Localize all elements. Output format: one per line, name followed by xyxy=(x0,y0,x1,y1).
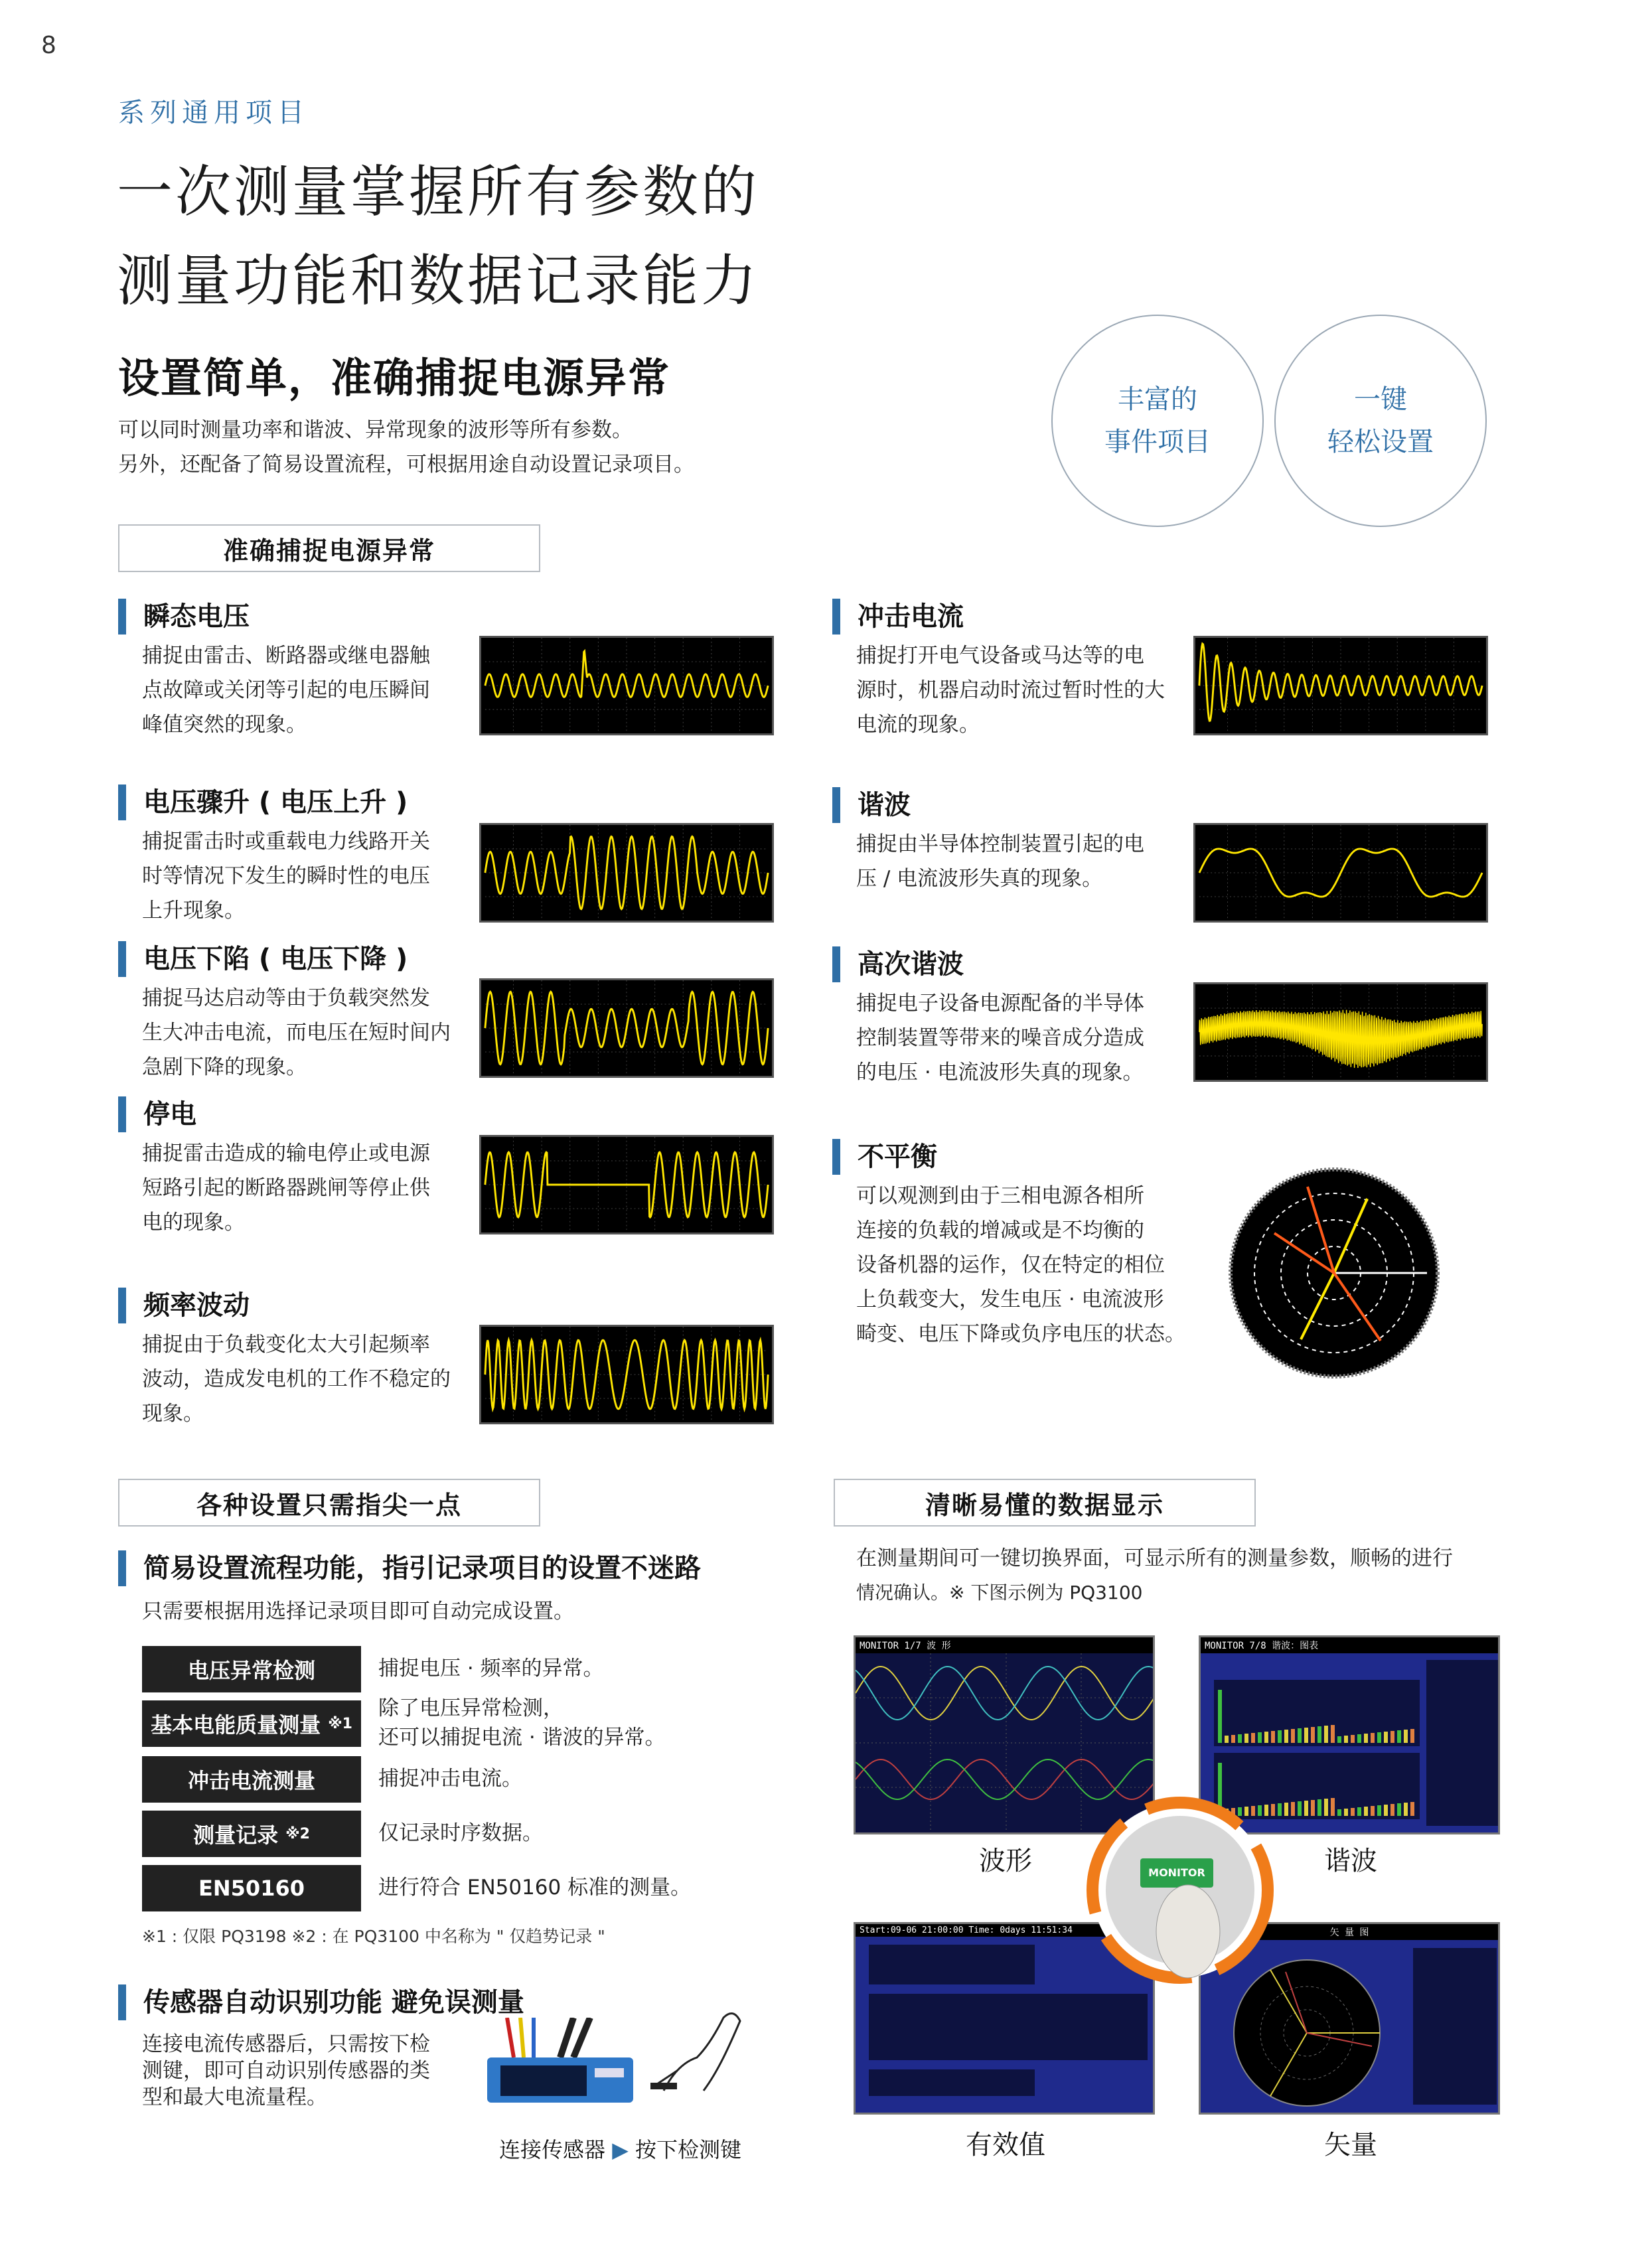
harmonic-bar xyxy=(1371,1806,1375,1816)
setting-basic-power-quality: 基本电能质量测量 ※1 xyxy=(142,1700,361,1747)
screen-label-vector: 矢量 xyxy=(1324,2130,1377,2160)
item-desc-freq: 捕捉由于负载变化太大引起频率 波动，造成发电机的工作不稳定的 现象。 xyxy=(142,1333,451,1426)
scope-transient xyxy=(479,636,774,735)
monitor-key[interactable]: MONITOR xyxy=(1148,1866,1205,1879)
page-number: 8 xyxy=(41,32,56,59)
harmonic-bar xyxy=(1225,1736,1229,1743)
item-desc-dip: 捕捉马达启动等由于负载突然发 生大冲击电流，而电压在短时间内 急剧下降的现象。 xyxy=(142,986,451,1079)
harmonic-bar xyxy=(1337,1736,1341,1743)
setting-desc: 捕捉冲击电流。 xyxy=(378,1767,522,1791)
harmonic-bar xyxy=(1351,1735,1355,1743)
setting-desc: 进行符合 EN50160 标准的测量。 xyxy=(378,1876,692,1900)
screen-waveform: MONITOR 1/7 波 形 xyxy=(854,1635,1155,1834)
harmonic-bar xyxy=(1291,1729,1295,1743)
item-desc-inrush: 捕捉打开电气设备或马达等的电 源时，机器启动时流过暂时性的大 电流的现象。 xyxy=(856,644,1165,737)
display-desc: 在测量期间可一键切换界面，可显示所有的测量参数，顺畅的进行 情况确认。※ 下图示例为 PQ3100 xyxy=(856,1546,1453,1604)
harmonic-bar xyxy=(1258,1732,1262,1743)
sensor-desc: 连接电流传感器后，只需按下检 测键，即可自动识别传感器的类 型和最大电流量程。 xyxy=(142,2032,430,2109)
harmonic-bar xyxy=(1337,1809,1341,1816)
screen-label-harmonics: 谐波 xyxy=(1324,1846,1377,1876)
flow-desc: 只需要根据用选择记录项目即可自动完成设置。 xyxy=(142,1600,574,1623)
harmonic-bar xyxy=(1298,1801,1302,1816)
intro-line-2: 另外，还配备了简易设置流程，可根据用途自动设置记录项目。 xyxy=(118,453,694,477)
harmonic-bar xyxy=(1291,1802,1295,1816)
harmonic-bar xyxy=(1344,1736,1348,1743)
harmonic-bar xyxy=(1264,1732,1268,1743)
scope-harmonics xyxy=(1193,823,1488,923)
badge-line: 一键 xyxy=(1354,384,1407,415)
harmonic-bar xyxy=(1384,1805,1388,1816)
harmonic-bar xyxy=(1231,1735,1235,1743)
title-line-1: 一次测量掌握所有参数的 xyxy=(117,159,760,224)
harmonic-bar xyxy=(1331,1725,1335,1743)
setting-recording: 测量记录 ※2 xyxy=(142,1811,361,1857)
scope-high-harmonics xyxy=(1193,982,1488,1082)
page-title xyxy=(117,147,759,325)
arrow-right-icon: ▶ xyxy=(612,2137,629,2162)
harmonic-bar xyxy=(1278,1730,1282,1743)
harmonic-bar xyxy=(1284,1803,1288,1816)
harmonic-bar xyxy=(1390,1804,1394,1816)
harmonic-bar xyxy=(1404,1730,1408,1743)
waveform xyxy=(1199,1010,1482,1068)
screen-rms: Start:09-06 21:00:00 Time: 0days 11:51:34 xyxy=(854,1922,1155,2115)
setting-desc: 捕捉电压 · 频率的异常。 xyxy=(378,1657,604,1681)
item-desc-outage: 捕捉雷击造成的输电停止或电源 短路引起的断路器跳闸等停止供 电的现象。 xyxy=(142,1142,430,1234)
harmonic-bar xyxy=(1364,1734,1368,1743)
item-title-swell: 电压骤升 ( 电压上升 ) xyxy=(118,785,408,820)
item-title-inrush: 冲击电流 xyxy=(832,599,964,635)
setting-desc: 仅记录时序数据。 xyxy=(378,1821,543,1845)
harmonic-bar xyxy=(1324,1799,1328,1816)
harmonic-bar xyxy=(1331,1798,1335,1816)
title-line-2: 测量功能和数据记录能力 xyxy=(117,248,760,313)
harmonic-bar xyxy=(1344,1809,1348,1816)
item-title-high-harmonics: 高次谐波 xyxy=(832,946,964,982)
sensor-title: 传感器自动识别功能 避免误测量 xyxy=(118,1984,524,2020)
harmonic-bar xyxy=(1304,1728,1308,1743)
setting-voltage-anomaly: 电压异常检测 xyxy=(142,1646,361,1692)
setting-en50160: EN50160 xyxy=(142,1865,361,1911)
harmonic-bar xyxy=(1284,1730,1288,1743)
scope-inrush xyxy=(1193,636,1488,735)
scope-freq xyxy=(479,1325,774,1424)
scope-dip xyxy=(479,978,774,1078)
harmonic-bar xyxy=(1357,1807,1361,1816)
harmonic-bar xyxy=(1311,1727,1315,1743)
harmonic-bar xyxy=(1410,1802,1414,1816)
item-title-dip: 电压下陷 ( 电压下降 ) xyxy=(118,941,408,977)
section-heading-display: 清晰易懂的数据显示 xyxy=(834,1479,1256,1527)
badge-line: 丰富的 xyxy=(1118,384,1197,415)
section-heading-power-anomaly: 准确捕捉电源异常 xyxy=(118,524,540,572)
item-desc-swell: 捕捉雷击时或重载电力线路开关 时等情况下发生的瞬时性的电压 上升现象。 xyxy=(142,830,430,923)
harmonic-bar xyxy=(1371,1733,1375,1743)
section-heading-settings: 各种设置只需指尖一点 xyxy=(118,1479,540,1527)
badge-one-key xyxy=(1274,315,1487,527)
harmonic-bar xyxy=(1238,1734,1242,1743)
harmonic-bar xyxy=(1317,1726,1321,1743)
harmonic-bar xyxy=(1390,1731,1394,1743)
item-title-transient: 瞬态电压 xyxy=(118,599,250,635)
badge-rich-events xyxy=(1051,315,1264,527)
harmonic-bar xyxy=(1244,1734,1248,1743)
scope-swell xyxy=(479,823,774,923)
harmonic-bar xyxy=(1351,1808,1355,1816)
badge-line: 轻松设置 xyxy=(1327,427,1434,457)
monitor-key-illustration xyxy=(1082,1792,1278,1988)
screen-harmonics: MONITOR 7/8 谐波：图表 xyxy=(1199,1635,1500,1834)
screen-label-rms: 有效值 xyxy=(966,2130,1045,2160)
item-title-outage: 停电 xyxy=(118,1096,196,1132)
harmonic-bar xyxy=(1304,1801,1308,1816)
harmonic-bar xyxy=(1218,1690,1222,1743)
harmonic-bar xyxy=(1357,1734,1361,1743)
item-desc-harmonics: 捕捉由半导体控制装置引起的电 压 / 电流波形失真的现象。 xyxy=(856,832,1144,891)
vector-diagram-unbalance xyxy=(1228,1167,1440,1379)
series-label: 系列通用项目 xyxy=(118,98,309,128)
harmonic-bar xyxy=(1404,1803,1408,1816)
screen-vector: 矢 量 图 xyxy=(1199,1922,1500,2115)
item-title-unbalance: 不平衡 xyxy=(832,1139,937,1175)
intro-text xyxy=(118,413,694,482)
harmonic-bar xyxy=(1298,1728,1302,1743)
setting-desc: 除了电压异常检测， 还可以捕捉电流 · 谐波的异常。 xyxy=(378,1696,666,1750)
section-subtitle: 设置简单，准确捕捉电源异常 xyxy=(118,354,671,402)
footnotes: ※1 : 仅限 PQ3198 ※2 : 在 PQ3100 中名称为 " 仅趋势记录 " xyxy=(142,1927,605,1946)
item-title-harmonics: 谐波 xyxy=(832,787,911,823)
harmonic-bar xyxy=(1377,1805,1381,1816)
finger-press-icon xyxy=(650,2004,750,2097)
screen-label-waveform: 波形 xyxy=(979,1846,1032,1876)
harmonic-bar xyxy=(1410,1729,1414,1743)
item-desc-unbalance: 可以观测到由于三相电源各相所 连接的负载的增减或是不均衡的 设备机器的运作，仅在特定的相位 上负载变大，发生电压 · 电流波形 畸变、电压下降或负序电压的状态。 xyxy=(856,1184,1185,1346)
harmonic-bar xyxy=(1377,1732,1381,1743)
harmonic-bar xyxy=(1317,1799,1321,1816)
item-title-freq: 频率波动 xyxy=(118,1288,250,1323)
badge-line: 事件项目 xyxy=(1104,427,1211,457)
harmonic-bar xyxy=(1397,1803,1401,1816)
scope-outage xyxy=(479,1135,774,1234)
setting-inrush: 冲击电流测量 xyxy=(142,1756,361,1803)
harmonic-bar xyxy=(1311,1800,1315,1816)
harmonic-bar xyxy=(1384,1732,1388,1743)
item-desc-transient: 捕捉由雷击、断路器或继电器触 点故障或关闭等引起的电压瞬间 峰值突然的现象。 xyxy=(142,644,430,737)
harmonic-bar xyxy=(1397,1730,1401,1743)
harmonic-bar xyxy=(1271,1731,1275,1743)
instrument-illustration xyxy=(481,2018,640,2104)
harmonic-bar xyxy=(1364,1807,1368,1816)
item-desc-high-harmonics: 捕捉电子设备电源配备的半导体 控制装置等带来的噪音成分造成 的电压 · 电流波形失真的现象。 xyxy=(856,992,1144,1084)
flow-title: 简易设置流程功能，指引记录项目的设置不迷路 xyxy=(118,1550,701,1586)
harmonic-bar xyxy=(1251,1733,1255,1743)
sensor-caption: 连接传感器 ▶ 按下检测键 xyxy=(499,2137,741,2162)
harmonic-bar xyxy=(1324,1726,1328,1743)
intro-line-1: 可以同时测量功率和谐波、异常现象的波形等所有参数。 xyxy=(118,418,633,442)
